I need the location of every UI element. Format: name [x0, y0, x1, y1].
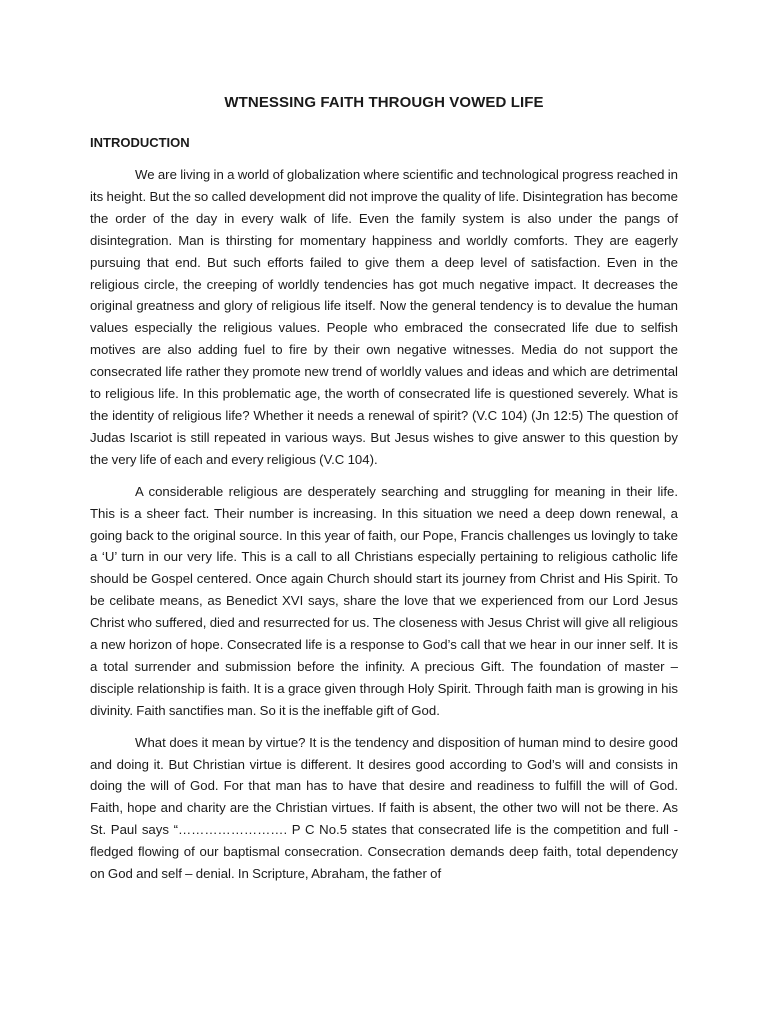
document-page [90, 92, 678, 895]
paragraph-2: A considerable religious are desperately searching and struggling for meaning in their life. This is a sheer fact. Their number is increasing. In this situation we need a deep down renewal, a going back to the original source. In this year of faith, our Pope, Francis challenges us lovingly to take a ‘U’ turn in our very life. This is a call to all Christians especially pertaining to religious catholic life should be Gospel centered. Once again Church should start its journey from Christ and His Spirit. To be celibate means, as Benedict XVI says, share the love that we experienced from our Lord Jesus Christ who suffered, died and resurrected for us. The closeness with Jesus Christ will give all religious a new horizon of hope. Consecrated life is a response to God’s call that we hear in our inner self. It is a total surrender and submission before the infinity. A precious Gift. The foundation of master – disciple relationship is faith. It is a grace given through Holy Spirit. Through faith man is growing in his divinity. Faith sanctifies man. So it is the ineffable gift of God. [90, 483, 678, 718]
document-title: WTNESSING FAITH THROUGH VOWED LIFE [224, 94, 544, 111]
paragraph-3: What does it mean by virtue? It is the tendency and disposition of human mind to desire good and doing it. But Christian virtue is different. It desires good according to God’s will and consists in doing the will of God. For that man has to have that desire and readiness to fulfill the will of God. Faith, hope and charity are the Christian virtues. If faith is absent, the other two will not be there. As St. Paul says “……………………. P C No.5 states that consecrated life is the competition and full - fledged flowing of our baptismal consecration. Consecration demands deep faith, total dependency on God and self – denial. In Scripture, Abraham, the father of [90, 734, 678, 882]
paragraph-1: We are living in a world of globalization where scientific and technological progress reached in its height. But the so called development did not improve the quality of life. Disintegration has become the order of the day in every walk of life. Even the family system is also under the pangs of disintegration. Man is thirsting for momentary happiness and worldly comforts. They are eagerly pursuing that end. But such efforts failed to give them a deep level of satisfaction. Even in the religious circle, the creeping of worldly tendencies has got much negative impact. It decreases the original greatness and glory of religious life itself. Now the general tendency is to devalue the human values especially the religious values. People who embraced the consecrated life due to selfish motives are also adding fuel to fire by their own negative witnesses. Media do not support the consecrated life rather they promote new trend of worldly values and ideas and which are detrimental to religious life. In this problematic age, the worth of consecrated life is questioned severely. What is the identity of religious life? Whether it needs a renewal of spirit? (V.C 104) (Jn 12:5) The question of Judas Iscariot is still repeated in various ways. But Jesus wishes to give answer to this question by the very life of each and every religious (V.C 104). [90, 167, 678, 467]
section-heading: INTRODUCTION [90, 135, 190, 150]
